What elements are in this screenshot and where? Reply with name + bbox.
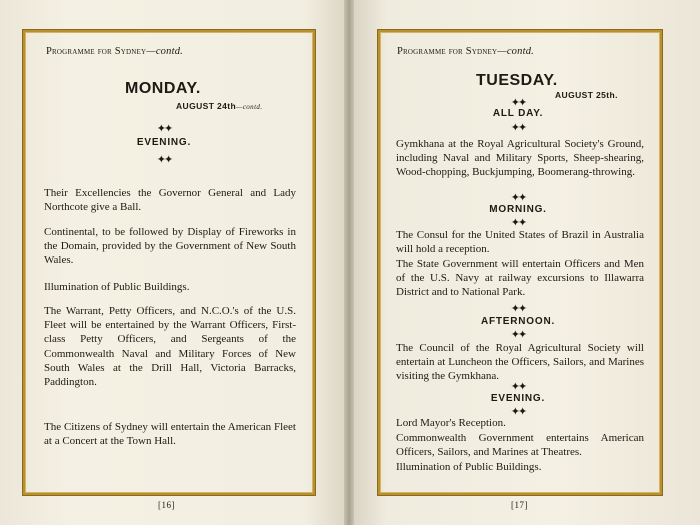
section-heading-afternoon: AFTERNOON. — [480, 316, 556, 327]
date-line-monday — [176, 101, 262, 111]
ornament-icon: ✦✦ — [510, 217, 526, 229]
left-running-head — [46, 46, 183, 57]
paragraph: Commonwealth Government entertains American Officers, Sailors, and Marines at Theatres. — [396, 432, 644, 459]
paragraph: Illumination of Public Buildings. — [44, 281, 190, 293]
paragraph: The State Government will entertain Officers and Men of the U.S. Navy at railway excursions to Illawarra District and to National Park. — [396, 258, 644, 299]
ornament-icon: ✦✦ — [510, 329, 526, 341]
day-heading-tuesday: TUESDAY. — [476, 72, 558, 89]
ornament-icon: ✦✦ — [156, 154, 172, 166]
section-heading-all-day: ALL DAY. — [492, 108, 544, 119]
paragraph: Continental, to be followed by Display of Fireworks in the Domain, provided by the Government of New South Wales. — [44, 226, 296, 267]
book-gutter — [344, 0, 354, 525]
ornament-icon: ✦✦ — [156, 123, 172, 135]
ornament-icon: ✦✦ — [510, 406, 526, 418]
ornament-icon: ✦✦ — [510, 303, 526, 315]
paragraph: Their Excellencies the Governor General and Lady Northcote give a Ball. — [44, 187, 296, 214]
ornament-icon: ✦✦ — [510, 381, 526, 393]
date-line-tuesday: AUGUST 25th. — [555, 90, 618, 100]
paragraph: The Warrant, Petty Officers, and N.C.O.'s of the U.S. Fleet will be entertained by the Warrant Officers, First-class Petty Officers, and Sergeants of the Commonwealth Naval and Military Forces of New South Wales at the Drill Hall, Victoria Barracks, Paddington. — [44, 305, 296, 389]
section-heading-evening: EVENING. — [136, 137, 192, 148]
day-heading-monday: MONDAY. — [125, 80, 201, 97]
ornament-icon: ✦✦ — [510, 192, 526, 204]
running-head-contd: —contd. — [146, 46, 183, 57]
ornament-icon: ✦✦ — [510, 97, 526, 109]
paragraph: The Citizens of Sydney will entertain the American Fleet at a Concert at the Town Hall. — [44, 421, 296, 448]
date-text: AUGUST 24th — [176, 101, 237, 111]
paragraph: Illumination of Public Buildings. — [396, 461, 542, 473]
running-head-contd: —contd. — [497, 46, 534, 57]
page-number-left: [16] — [158, 500, 175, 510]
paragraph: Gymkhana at the Royal Agricultural Society's Ground, including Naval and Military Sports, Sheep-shearing, Wood-chopping, Buckjumping, Boomerang-throwing. — [396, 138, 644, 179]
running-head-title: Programme for Sydney — [397, 46, 498, 57]
right-running-head — [397, 46, 534, 57]
date-contd: —contd. — [236, 103, 263, 111]
paragraph: The Consul for the United States of Brazil in Australia will hold a reception. — [396, 229, 644, 256]
section-heading-evening: EVENING. — [490, 393, 546, 404]
ornament-icon: ✦✦ — [510, 122, 526, 134]
running-head-title: Programme for Sydney — [46, 46, 147, 57]
page-number-right: [17] — [511, 500, 528, 510]
paragraph: The Council of the Royal Agricultural Society will entertain at Luncheon the Officers, Sailors, and Marines visiting the Gymkhana. — [396, 342, 644, 383]
paragraph: Lord Mayor's Reception. — [396, 417, 506, 429]
section-heading-morning: MORNING. — [489, 204, 547, 215]
